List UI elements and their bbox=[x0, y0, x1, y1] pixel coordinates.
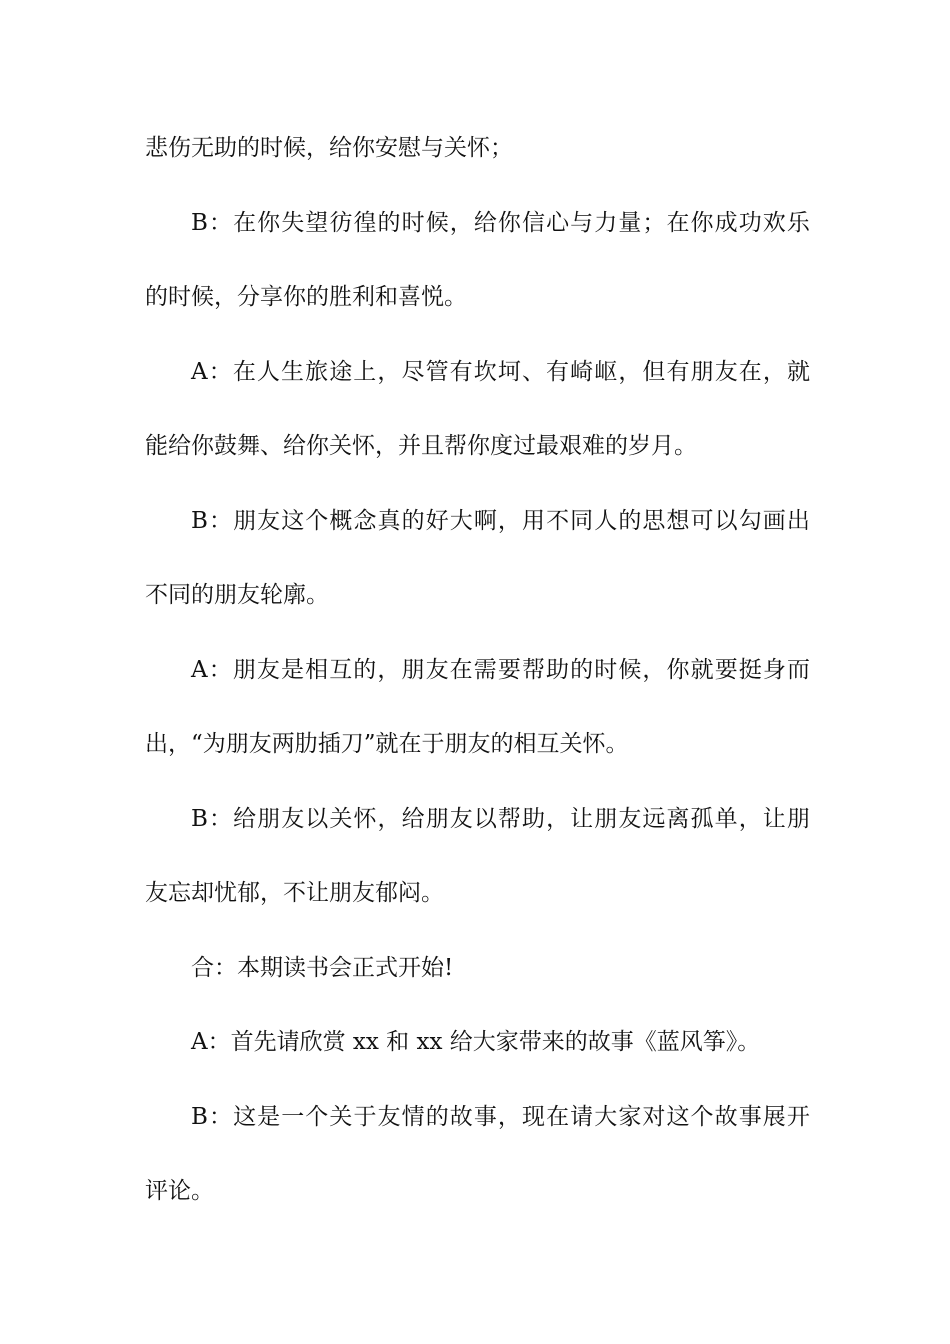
text-line: A ： 朋 友 是 相 互 的 ， 朋 友 在 需 要 帮 助 的 时 候 ， 你 就 要 挺 身 而 bbox=[191, 656, 810, 683]
text-line: 的时候，分享你的胜利和喜悦。 bbox=[145, 284, 467, 310]
text-line: 能给你鼓舞、给你关怀，并且帮你度过最艰难的岁月。 bbox=[145, 433, 697, 459]
text-line: B ： 这 是 一 个 关 于 友 情 的 故 事 ， 现 在 请 大 家 对 这 个 故 事 展 开 bbox=[191, 1103, 810, 1130]
text-line: 评论。 bbox=[145, 1178, 214, 1204]
text-line: 不同的朋友轮廓。 bbox=[145, 582, 329, 608]
text-line: B ： 在 你 失 望 彷 徨 的 时 候 ， 给 你 信 心 与 力 量 ； 在 你 成 功 欢 乐 bbox=[191, 209, 810, 236]
text-line: B ： 朋 友 这 个 概 念 真 的 好 大 啊 ， 用 不 同 人 的 思 想 可 以 勾 画 出 bbox=[191, 507, 810, 534]
document-body bbox=[145, 111, 810, 1229]
text-line: A ： 在 人 生 旅 途 上 ， 尽 管 有 坎 坷 、 有 崎 岖 ， 但 有 朋 友 在 ， 就 bbox=[191, 358, 810, 385]
text-line: 悲伤无助的时候，给你安慰与关怀； bbox=[145, 135, 513, 161]
text-line: 友忘却忧郁，不让朋友郁闷。 bbox=[145, 880, 444, 906]
text-line: 合：本期读书会正式开始! bbox=[191, 954, 454, 981]
text-line: B ： 给 朋 友 以 关 怀 ， 给 朋 友 以 帮 助 ， 让 朋 友 远 离 孤 单 ， 让 朋 bbox=[191, 805, 810, 832]
text-line: 出，“为朋友两肋插刀”就在于朋友的相互关怀。 bbox=[145, 731, 629, 757]
text-line: A：首先请欣赏 xx 和 xx 给大家带来的故事《蓝风筝》。 bbox=[191, 1029, 761, 1055]
